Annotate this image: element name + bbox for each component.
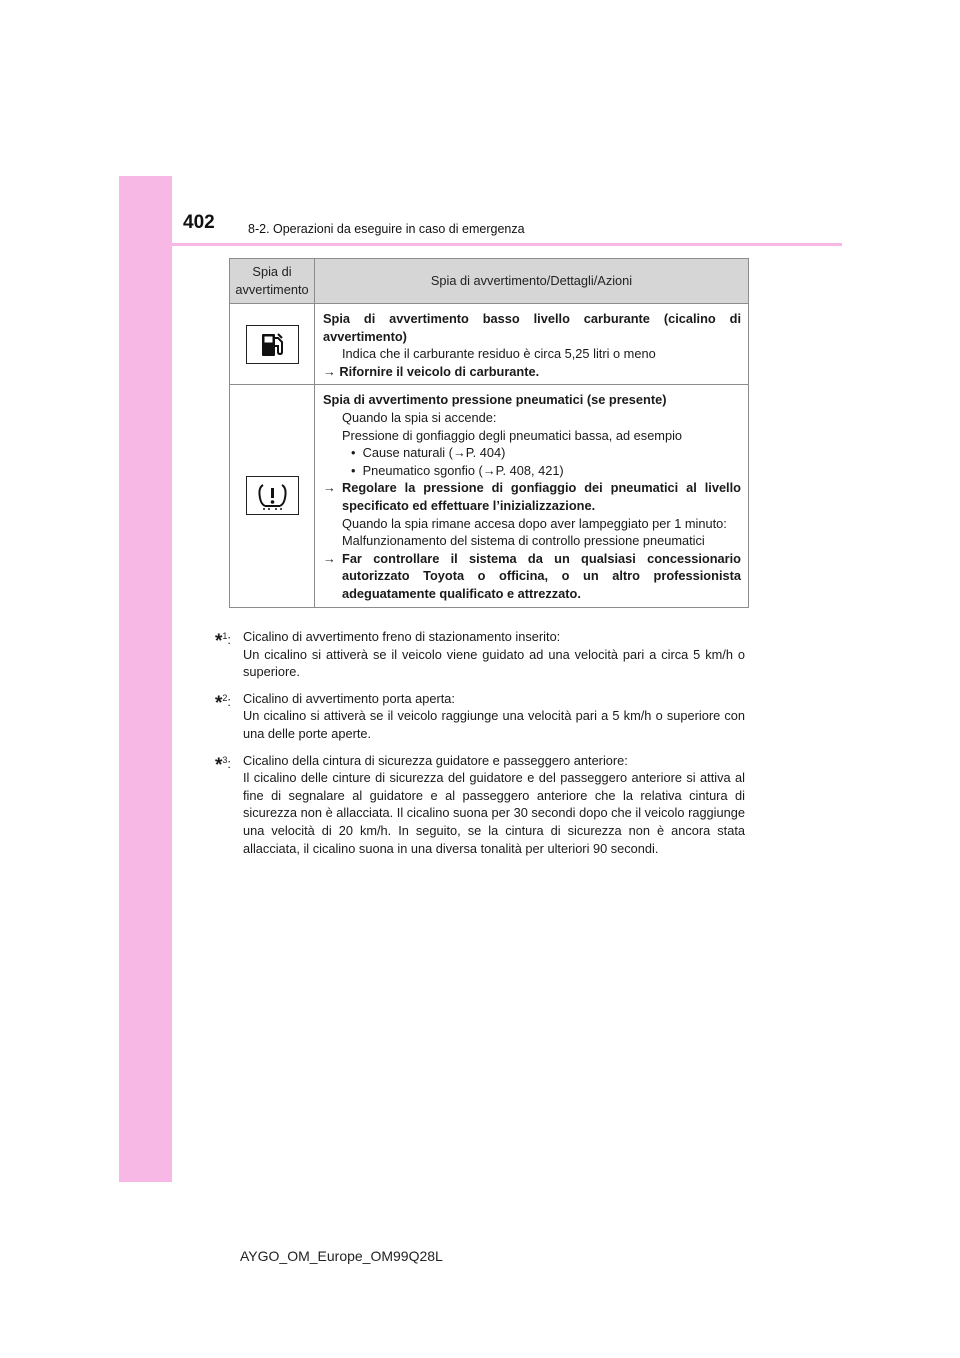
arrow-icon: → <box>323 363 336 379</box>
arrow-icon: → <box>323 480 336 496</box>
row-title: Spia di avvertimento basso livello carburante (cicalino di avvertimento) <box>323 311 741 344</box>
footer-doc-id: AYGO_OM_Europe_OM99Q28L <box>240 1248 443 1264</box>
row-text: Malfunzionamento del sistema di controllo pressione pneumatici <box>342 533 705 549</box>
footnote-marker: *$^2$: <box>215 692 231 714</box>
row-title: Spia di avvertimento pressione pneumatici (se presente) <box>323 392 667 408</box>
fuel-pump-icon <box>246 325 299 364</box>
footnote-text: Il cicalino delle cinture di sicurezza del guidatore e del passeggero anteriore si attiva al fine di segnalare al guidatore e al passeggero anteriore che la relativa cintura di sicurezza non è allacciata. Il cicalino suona per 30 secondi dopo che il veicolo raggiunge una velocità di 20 km/h. In seguito, se la cintura di sicurezza non è ancora stata allacciata, il cicalino suona in una diversa tonalità per ulteriori 90 secondi. <box>243 770 745 856</box>
row-text: Indica che il carburante residuo è circa 5,25 litri o meno <box>342 346 656 362</box>
footnotes <box>215 628 745 866</box>
arrow-icon: → <box>323 550 336 566</box>
bullet-icon: • <box>351 462 356 478</box>
footnote <box>215 628 745 681</box>
icon-cell <box>230 304 315 385</box>
bullet-icon: • <box>351 445 356 461</box>
footnote-title: Cicalino di avvertimento freno di stazionamento inserito: <box>243 629 561 644</box>
side-tab-band <box>119 176 172 1182</box>
section-title: 8-2. Operazioni da eseguire in caso di emergenza <box>248 222 525 236</box>
row-text: Pressione di gonfiaggio degli pneumatici bassa, ad esempio <box>342 427 683 443</box>
footnote-text: Un cicalino si attiverà se il veicolo viene guidato ad una velocità pari a circa 5 km/h o superiore. <box>243 646 745 680</box>
icon-cell <box>230 385 315 607</box>
bullet-item: • Pneumatico sgonfio (→P. 408, 421) <box>351 462 564 478</box>
table-row <box>230 304 749 385</box>
warning-light-table <box>229 258 749 608</box>
row-text: Quando la spia si accende: <box>342 409 497 425</box>
row-details <box>315 385 749 607</box>
row-action: → Far controllare il sistema da un qualsiasi concessionario autorizzato Toyota o officina, o un altro professionista adeguatamente qualificato e attrezzato. <box>323 550 741 601</box>
row-details <box>315 304 749 385</box>
footnote-title: Cicalino della cintura di sicurezza guidatore e passeggero anteriore: <box>243 752 628 768</box>
footnote-marker: *$^3$: <box>215 754 231 776</box>
table-header-row <box>230 259 749 304</box>
footnote <box>215 690 745 743</box>
footnote-text: Un cicalino si attiverà se il veicolo raggiunge una velocità pari a 5 km/h o superiore con una delle porte aperte. <box>243 708 745 741</box>
table-row <box>230 385 749 607</box>
footnote-title: Cicalino di avvertimento porta aperta: <box>243 690 455 706</box>
footnote <box>215 752 745 858</box>
tire-pressure-icon <box>246 476 299 515</box>
col-header-details: Spia di avvertimento/Dettagli/Azioni <box>315 259 749 304</box>
row-action: → Rifornire il veicolo di carburante. <box>323 363 540 379</box>
footnote-marker: *$^1$: <box>215 631 231 652</box>
arrow-icon: → <box>452 445 466 461</box>
row-action: → Regolare la pressione di gonfiaggio dei pneumatici al livello specificato ed effettuare l’inizializzazione. <box>323 480 741 513</box>
page-number: 402 <box>183 212 215 233</box>
arrow-icon: → <box>482 462 496 478</box>
col-header-warning-light: Spia di avvertimento <box>230 259 315 304</box>
row-text: Quando la spia rimane accesa dopo aver lampeggiato per 1 minuto: <box>342 515 727 531</box>
header-rule <box>172 243 842 246</box>
bullet-item: • Cause naturali (→P. 404) <box>351 445 506 461</box>
